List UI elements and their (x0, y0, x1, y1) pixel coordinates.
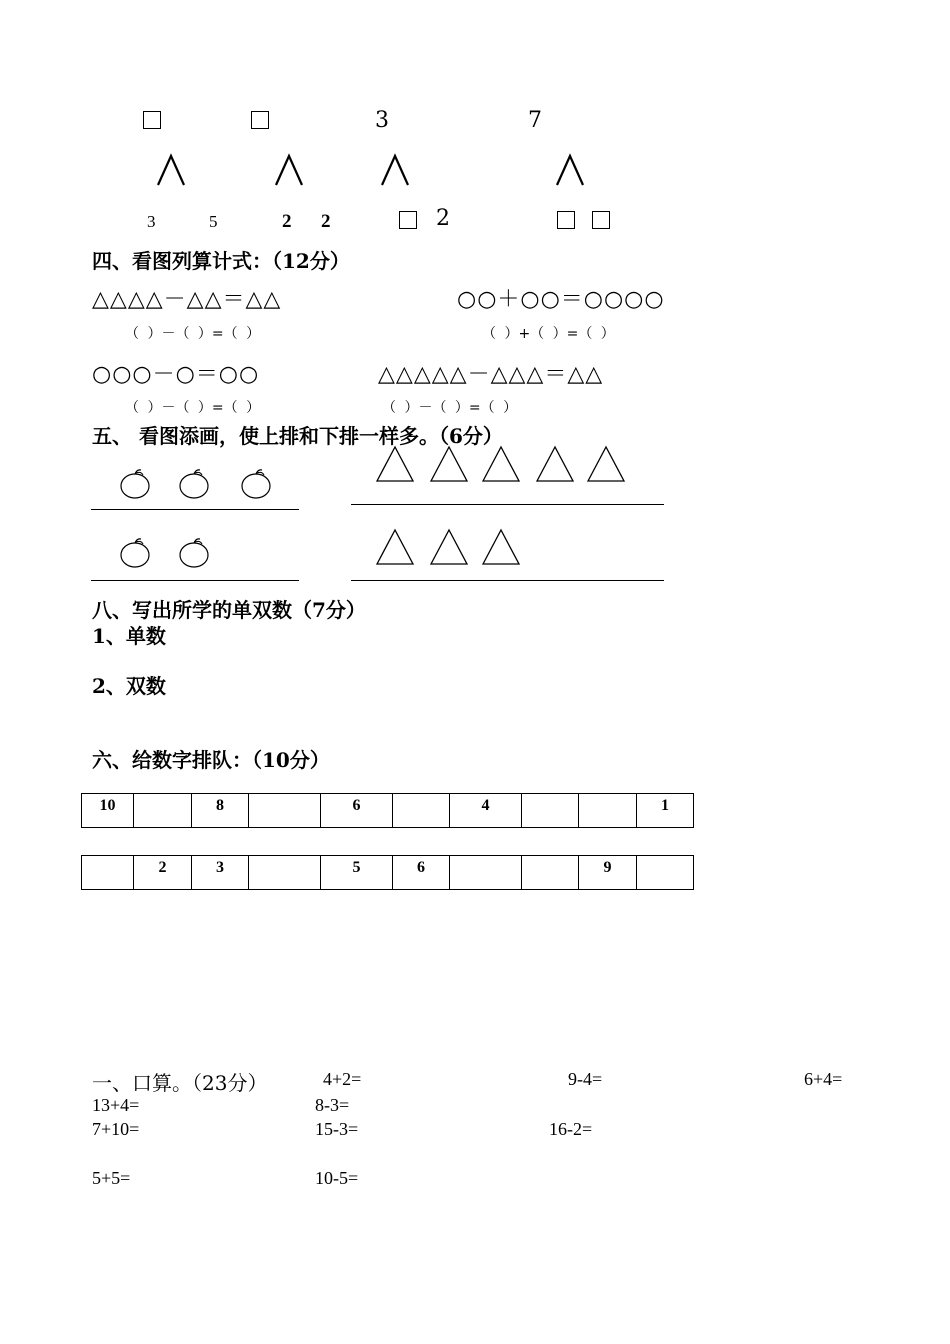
section5-title: 五、 看图添画，使上排和下排一样多。（6分） (92, 424, 503, 448)
triangle-icon (377, 530, 413, 564)
sequence-cell[interactable] (522, 856, 579, 890)
sequence-cell[interactable]: 2 (134, 856, 192, 890)
oral-problem: 13+4= (92, 1095, 140, 1115)
sequence-cell[interactable] (579, 794, 637, 828)
triangle-icon (431, 530, 467, 564)
split-fork-icon (555, 153, 585, 187)
sequence-cell[interactable] (249, 856, 321, 890)
sequence-cell[interactable] (522, 794, 579, 828)
triangle-row-bottom (374, 527, 534, 567)
answer-box[interactable] (557, 211, 575, 229)
answer-box[interactable] (143, 111, 161, 129)
divider-line (351, 580, 664, 581)
sequence-cell[interactable]: 4 (450, 794, 522, 828)
number-sequence-row-1 (81, 793, 694, 828)
apple-icon (180, 539, 208, 567)
split-fork-icon (274, 153, 304, 187)
sequence-cell[interactable] (393, 794, 450, 828)
triangle-icon (431, 447, 467, 481)
answer-box[interactable] (251, 111, 269, 129)
apple-icon (121, 539, 149, 567)
sequence-cell[interactable]: 1 (637, 794, 694, 828)
triangle-icon (483, 447, 519, 481)
sequence-cell[interactable] (450, 856, 522, 890)
apple-row-top (117, 466, 277, 502)
sequence-cell[interactable] (134, 794, 192, 828)
sequence-cell[interactable]: 8 (192, 794, 249, 828)
oral-problem: 5+5= (92, 1168, 131, 1188)
oral-problem: 10-5= (315, 1168, 359, 1188)
apple-icon (180, 470, 208, 498)
apple-icon (242, 470, 270, 498)
decomp-bottom-number: 2 (321, 211, 331, 232)
split-fork-icon (380, 153, 410, 187)
decomp-bottom-number: 2 (436, 206, 450, 231)
triangle-icon (483, 530, 519, 564)
sequence-cell[interactable]: 6 (393, 856, 450, 890)
triangle-icon (537, 447, 573, 481)
oral-problem: 16-2= (549, 1119, 593, 1139)
oral-problem: 6+4= (804, 1069, 843, 1089)
equation-triangles: △△△△△－△△△＝△△ (378, 362, 604, 387)
sequence-cell[interactable]: 6 (321, 794, 393, 828)
answer-blank-sub[interactable]: （ ）－（ ）=（ ） (125, 326, 261, 342)
answer-blank-sub[interactable]: （ ）－（ ）=（ ） (382, 400, 518, 416)
triangle-icon (588, 447, 624, 481)
sequence-cell[interactable] (82, 856, 134, 890)
decomp-bottom-number: 5 (209, 212, 218, 231)
oral-problem: 4+2= (323, 1069, 362, 1089)
answer-blank-sub[interactable]: （ ）－（ ）=（ ） (125, 400, 261, 416)
sequence-cell[interactable]: 5 (321, 856, 393, 890)
odd-numbers-label: 1、单数 (92, 624, 166, 648)
triangle-icon (377, 447, 413, 481)
divider-line (351, 504, 664, 505)
apple-row-bottom (117, 535, 217, 571)
sequence-cell[interactable]: 9 (579, 856, 637, 890)
apple-icon (121, 470, 149, 498)
divider-line (91, 580, 299, 581)
equation-circles: ○○○－○＝○○ (92, 362, 260, 387)
oral-problem: 7+10= (92, 1119, 140, 1139)
decomp-bottom-number: 3 (147, 212, 156, 231)
equation-circles: ○○＋○○＝○○○○ (457, 287, 665, 312)
answer-box[interactable] (399, 211, 417, 229)
answer-blank-add[interactable]: （ ）+（ ）=（ ） (482, 326, 615, 342)
sequence-cell[interactable]: 10 (82, 794, 134, 828)
equation-triangles: △△△△－△△＝△△ (92, 287, 282, 312)
oral-problem: 15-3= (315, 1119, 359, 1139)
sequence-cell[interactable] (637, 856, 694, 890)
sequence-cell[interactable]: 3 (192, 856, 249, 890)
section4-title: 四、看图列算计式：（12分） (92, 249, 350, 273)
number-sequence-row-2 (81, 855, 694, 890)
answer-box[interactable] (592, 211, 610, 229)
divider-line (91, 509, 299, 510)
triangle-row-top (374, 444, 634, 484)
decomp-top-number: 3 (375, 108, 389, 133)
oral-problem: 9-4= (568, 1069, 603, 1089)
section6-title: 六、给数字排队：（10分） (92, 748, 330, 772)
section8-title: 八、写出所学的单双数（7分） (92, 598, 366, 622)
oral-problem: 8-3= (315, 1095, 350, 1115)
even-numbers-label: 2、双数 (92, 674, 166, 698)
sequence-cell[interactable] (249, 794, 321, 828)
split-fork-icon (156, 153, 186, 187)
decomp-top-number: 7 (528, 108, 542, 133)
decomp-bottom-number: 2 (282, 211, 292, 232)
section1-title: 一、口算。（23分） (92, 1071, 268, 1095)
